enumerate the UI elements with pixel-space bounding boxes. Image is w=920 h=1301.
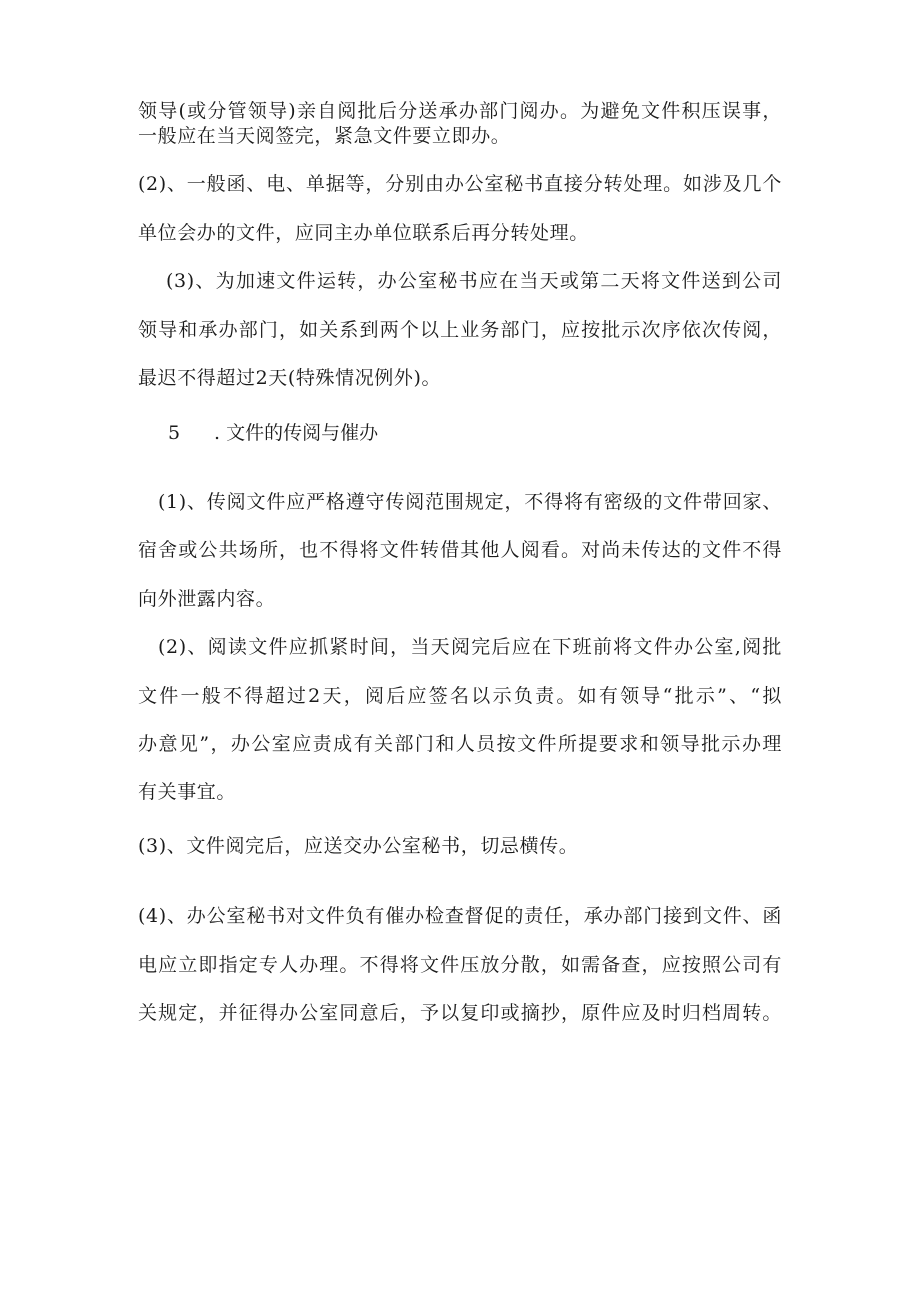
text-line: 文件一般不得超过2天，阅后应签名以示负责。如有领导“批示”、“拟 [138, 685, 782, 707]
text-line: (2)、一般函、电、单据等，分别由办公室秘书直接分转处理。如涉及几个 [138, 173, 782, 195]
text-line: 单位会办的文件，应同主办单位联系后再分转处理。 [138, 222, 589, 244]
text-line: (4)、办公室秘书对文件负有催办检查督促的责任，承办部门接到文件、函 [138, 905, 782, 927]
text-line: (2)、阅读文件应抓紧时间，当天阅完后应在下班前将文件办公室,阅批 [158, 636, 782, 658]
text-line: 电应立即指定专人办理。不得将文件压放分散，如需备查，应按照公司有 [138, 954, 782, 976]
text-line: 领导和承办部门，如关系到两个以上业务部门，应按批示次序依次传阅， [138, 319, 782, 341]
text-line: (3)、文件阅完后，应送交办公室秘书，切忌横传。 [138, 835, 579, 857]
text-line: 一般应在当天阅签完，紧急文件要立即办。 [138, 125, 511, 147]
text-line: (1)、传阅文件应严格遵守传阅范围规定，不得将有密级的文件带回家、 [158, 491, 782, 513]
text-line: 关规定，并征得办公室同意后，予以复印或摘抄，原件应及时归档周转。 [138, 1002, 782, 1024]
text-line: (3)、为加速文件运转，办公室秘书应在当天或第二天将文件送到公司 [166, 270, 782, 292]
text-line: 办意见”，办公室应责成有关部门和人员按文件所提要求和领导批示办理 [138, 733, 782, 755]
section-number: 5 [168, 422, 181, 444]
section-title: . 文件的传阅与催办 [214, 422, 379, 444]
text-line: 宿舍或公共场所，也不得将文件转借其他人阅看。对尚未传达的文件不得 [138, 539, 782, 561]
text-line: 最迟不得超过2天(特殊情况例外)。 [138, 367, 442, 389]
text-line: 向外泄露内容。 [138, 588, 276, 610]
section-heading [168, 421, 378, 445]
text-line: 领导(或分管领导)亲自阅批后分送承办部门阅办。为避免文件积压误事， [138, 100, 782, 122]
text-line: 有关事宜。 [138, 781, 237, 803]
